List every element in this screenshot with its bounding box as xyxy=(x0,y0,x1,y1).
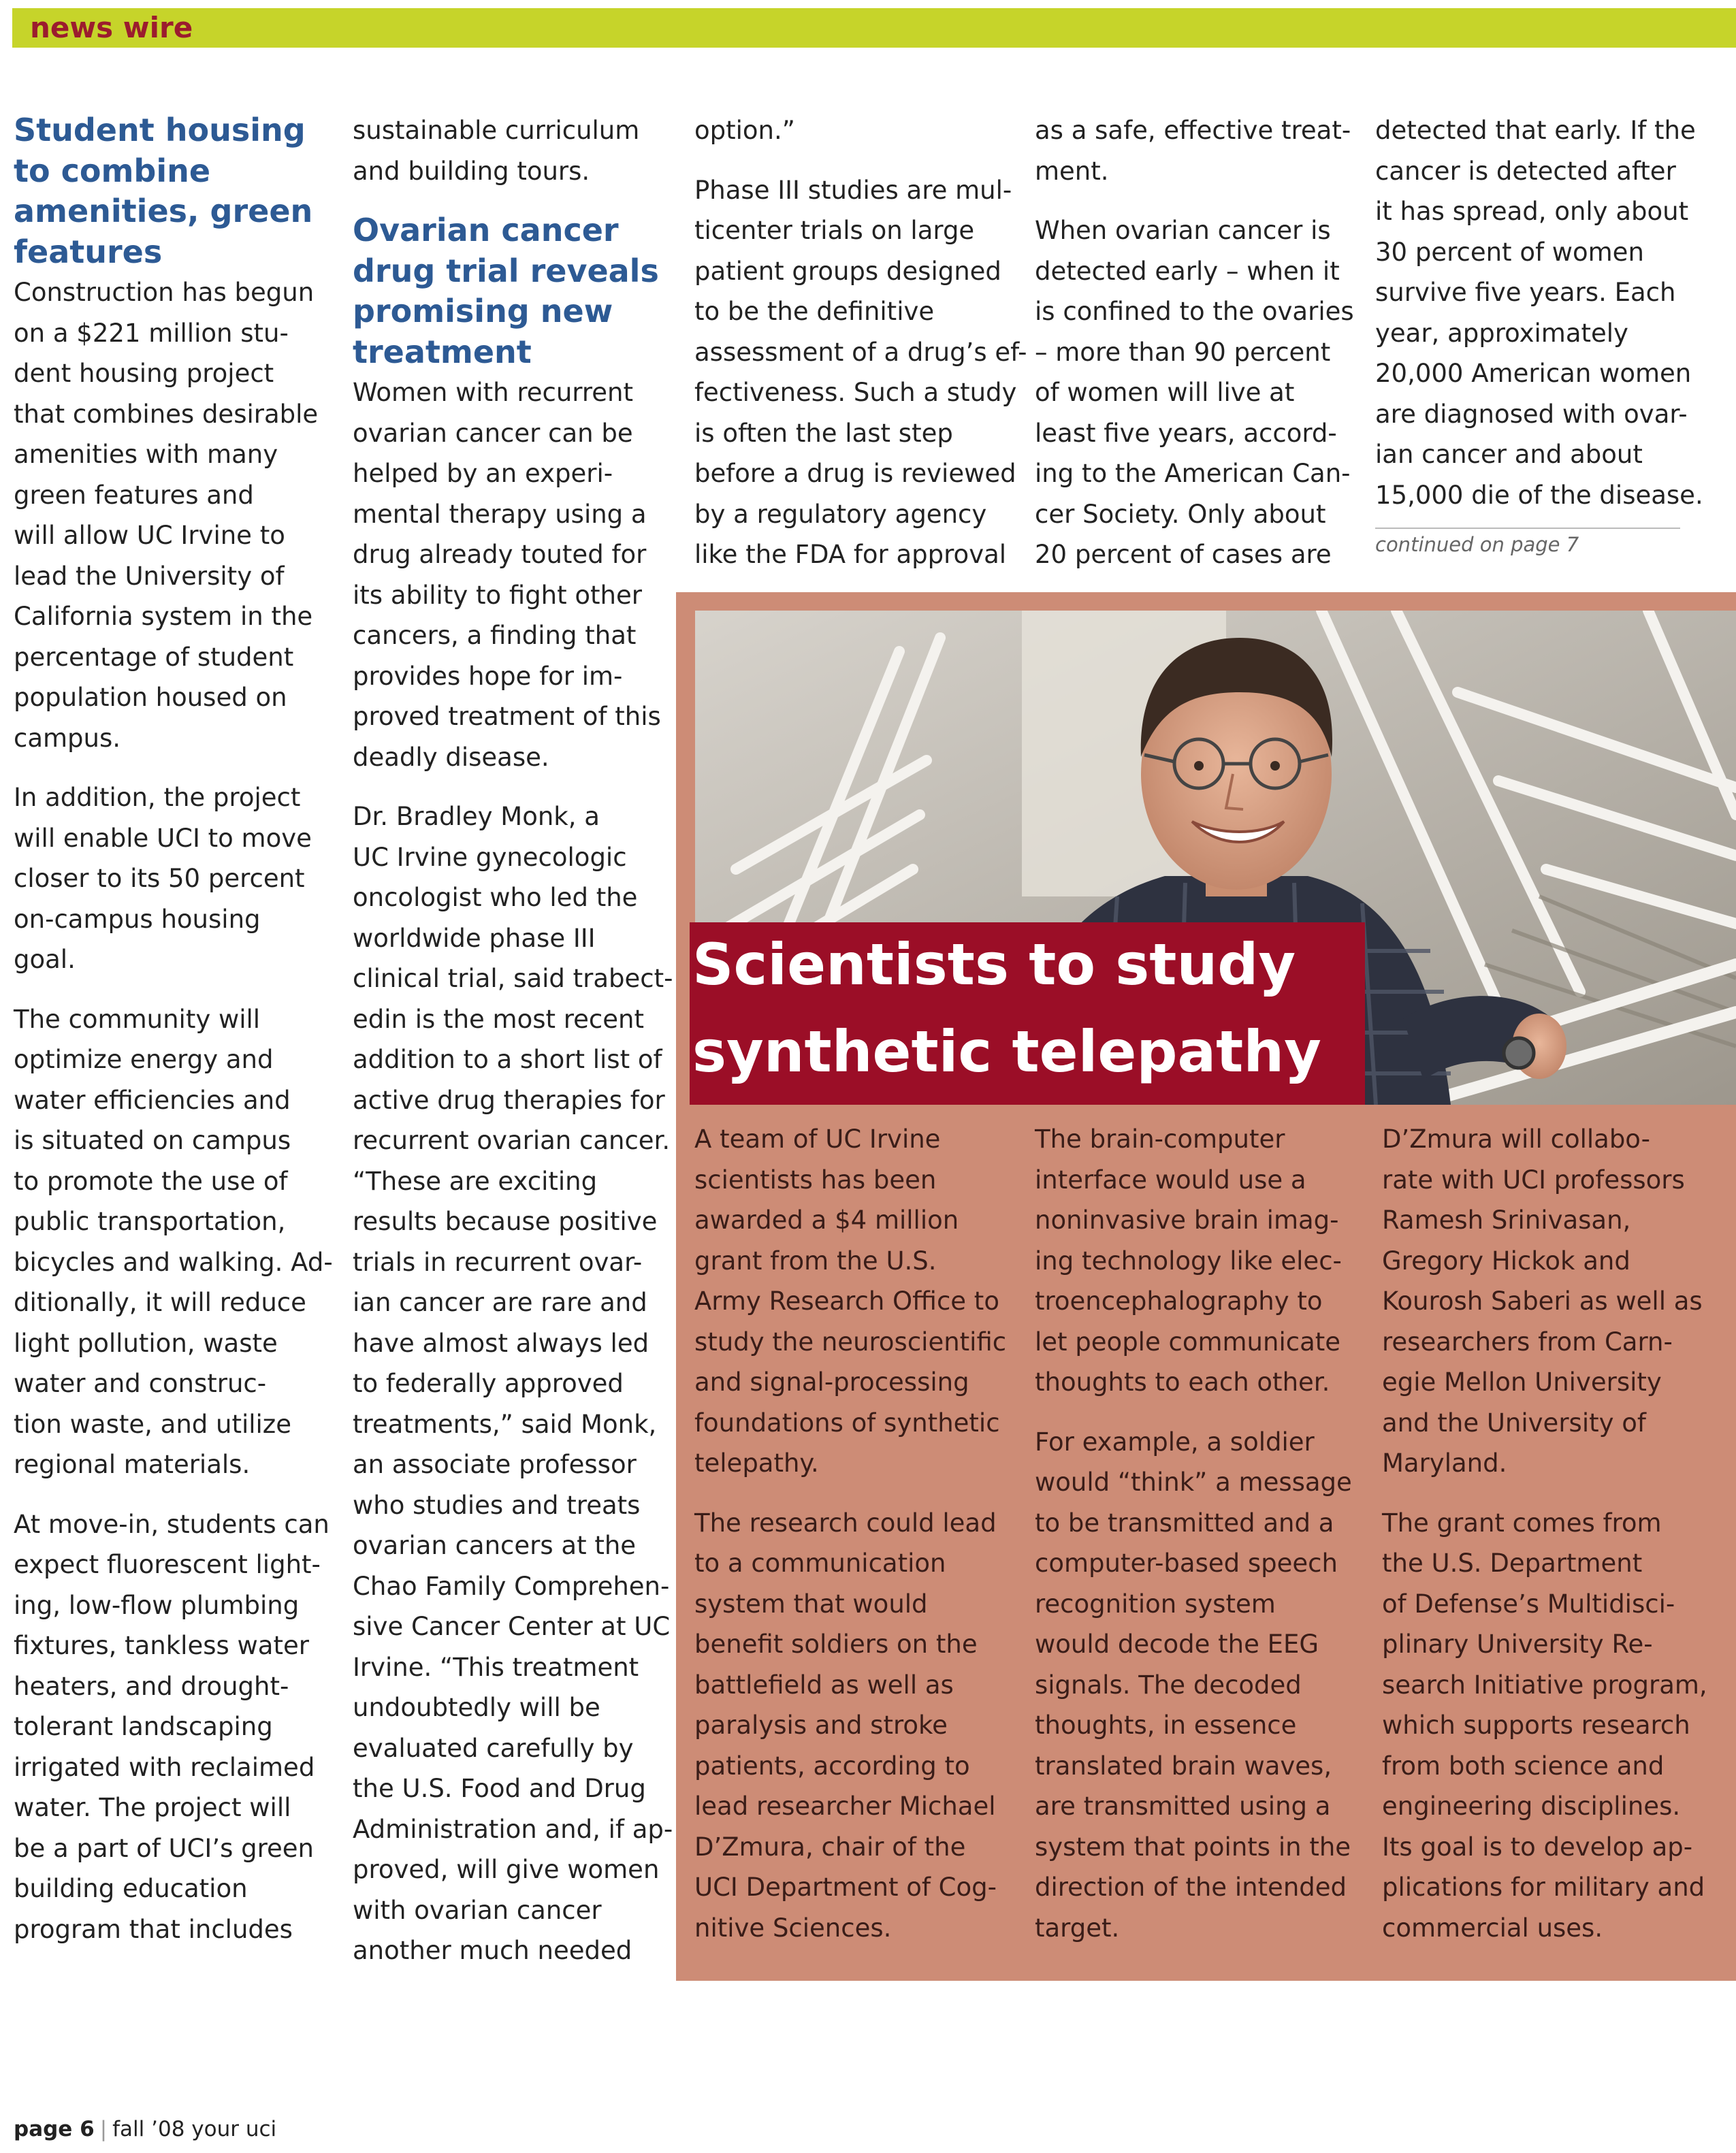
feature-headline-box xyxy=(690,922,1365,1105)
text-line: Phase III studies are mul- xyxy=(694,175,1012,205)
text-line: search Initiative program, xyxy=(1382,1670,1707,1700)
text-line: is situated on campus xyxy=(14,1126,291,1155)
text-line: For example, a soldier xyxy=(1035,1427,1315,1457)
section-label: news wire xyxy=(30,11,193,44)
text-line: fixtures, tankless water xyxy=(14,1631,309,1660)
text-line: from both science and xyxy=(1382,1751,1665,1781)
text-line: Construction has begun xyxy=(14,278,315,307)
text-line: have almost always led xyxy=(353,1328,649,1358)
text-line: evaluated carefully by xyxy=(353,1733,634,1763)
text-line: study the neuroscientific xyxy=(694,1327,1007,1357)
column-3 xyxy=(694,110,1027,594)
text-line: paralysis and stroke xyxy=(694,1711,948,1740)
continued-note: continued on page 7 xyxy=(1375,533,1579,556)
text-line: is confined to the ovaries xyxy=(1035,297,1354,326)
text-line: plications for military and xyxy=(1382,1873,1705,1902)
text-line: tion waste, and utilize xyxy=(14,1409,291,1439)
text-line: will enable UCI to move xyxy=(14,823,312,853)
text-line: thoughts, in essence xyxy=(1035,1711,1297,1740)
housing-headline xyxy=(14,110,333,272)
text-line: ovarian cancers at the xyxy=(353,1531,637,1560)
text-line: building education xyxy=(14,1874,248,1903)
text-line: with ovarian cancer xyxy=(353,1895,602,1925)
text-line: UCI Department of Cog- xyxy=(694,1873,997,1902)
text-line: 30 percent of women xyxy=(1375,237,1644,267)
feature-column-2 xyxy=(1035,1119,1352,1967)
text-line: would “think” a message xyxy=(1035,1468,1352,1497)
text-line: goal. xyxy=(14,945,76,974)
text-line: treatments,” said Monk, xyxy=(353,1409,657,1439)
text-line: another much needed xyxy=(353,1936,632,1965)
text-line: UC Irvine gynecologic xyxy=(353,842,627,872)
ovarian-para-1 xyxy=(353,372,673,777)
text-line: that combines desirable xyxy=(14,399,319,429)
text-line: target. xyxy=(1035,1913,1120,1943)
text-line: translated brain waves, xyxy=(1035,1751,1332,1781)
text-line: oncologist who led the xyxy=(353,883,638,912)
text-line: In addition, the project xyxy=(14,783,301,812)
text-line: scientists has been xyxy=(694,1165,937,1195)
footer-divider: | xyxy=(99,2117,108,2141)
text-line: water and construc- xyxy=(14,1369,267,1398)
feature-column-3 xyxy=(1382,1119,1707,1967)
text-line: to promote the use of xyxy=(14,1166,288,1196)
text-line: are transmitted using a xyxy=(1035,1792,1331,1821)
ovarian-para-2 xyxy=(353,796,673,1971)
text-line: provides hope for im- xyxy=(353,661,623,691)
text-line: engineering disciplines. xyxy=(1382,1792,1681,1821)
text-line: ditionally, it will reduce xyxy=(14,1288,306,1317)
text-line: water efficiencies and xyxy=(14,1085,291,1115)
text-line: on-campus housing xyxy=(14,904,261,934)
text-line: closer to its 50 percent xyxy=(14,864,305,893)
text-line: cancers, a finding that xyxy=(353,621,637,650)
text-line: sustainable curriculum xyxy=(353,116,640,145)
text-line: results because positive xyxy=(353,1207,658,1236)
text-line: is often the last step xyxy=(694,418,953,448)
column-4 xyxy=(1035,110,1354,594)
text-line: addition to a short list of xyxy=(353,1045,662,1074)
text-line: are diagnosed with ovar- xyxy=(1375,399,1688,429)
text-line: survive five years. Each xyxy=(1375,278,1676,307)
text-line: ian cancer and about xyxy=(1375,440,1643,469)
feature-para-3 xyxy=(1035,1119,1352,1403)
text-line: battlefield as well as xyxy=(694,1670,954,1700)
text-line: signals. The decoded xyxy=(1035,1670,1302,1700)
text-line: awarded a $4 million xyxy=(694,1205,959,1235)
text-line: ing, low-flow plumbing xyxy=(14,1590,300,1620)
text-line: program that includes xyxy=(14,1914,293,1944)
text-line: D’Zmura, chair of the xyxy=(694,1832,966,1862)
column-2 xyxy=(353,110,673,1990)
text-line: system that would xyxy=(694,1589,928,1619)
text-line: green features and xyxy=(14,480,254,510)
text-line: water. The project will xyxy=(14,1793,291,1822)
ovarian-para-5 xyxy=(1035,210,1354,575)
text-line: would decode the EEG xyxy=(1035,1630,1319,1659)
text-line: When ovarian cancer is xyxy=(1035,216,1331,245)
text-line: ovarian cancer can be xyxy=(353,418,633,448)
text-line: grant from the U.S. xyxy=(694,1246,937,1276)
text-line: undoubtedly will be xyxy=(353,1693,600,1722)
text-line: Irvine. “This treatment xyxy=(353,1652,639,1682)
text-line: light pollution, waste xyxy=(14,1328,278,1358)
text-line: Chao Family Comprehen- xyxy=(353,1571,670,1601)
text-line: Administration and, if ap- xyxy=(353,1814,673,1844)
feature-para-1 xyxy=(694,1119,1006,1484)
ovarian-para-4 xyxy=(694,170,1027,575)
text-line: The research could lead xyxy=(694,1508,997,1538)
text-line: treatment xyxy=(353,333,532,370)
feature-para-4 xyxy=(1035,1422,1352,1949)
text-line: recurrent ovarian cancer. xyxy=(353,1126,671,1155)
text-line: proved, will give women xyxy=(353,1855,660,1884)
text-line: by a regulatory agency xyxy=(694,499,987,529)
text-line: ian cancer are rare and xyxy=(353,1288,647,1317)
text-line: patients, according to xyxy=(694,1751,970,1781)
text-line: patient groups designed xyxy=(694,256,1001,286)
housing-para-1 xyxy=(14,272,333,758)
ovarian-headline xyxy=(353,210,673,372)
text-line: it has spread, only about xyxy=(1375,197,1689,226)
text-line: percentage of student xyxy=(14,642,294,672)
text-line: troencephalography to xyxy=(1035,1286,1323,1316)
feature-para-5 xyxy=(1382,1119,1707,1484)
text-line: drug trial reveals xyxy=(353,252,659,289)
housing-para-5 xyxy=(353,110,673,191)
text-line: population housed on xyxy=(14,683,287,712)
text-line: tolerant landscaping xyxy=(14,1712,273,1741)
text-line: telepathy. xyxy=(694,1448,819,1478)
page-footer xyxy=(14,2116,276,2143)
ovarian-para-4-cont xyxy=(1035,110,1354,191)
text-line: noninvasive brain imag- xyxy=(1035,1205,1339,1235)
text-line: clinical trial, said trabect- xyxy=(353,964,673,993)
text-line: will allow UC Irvine to xyxy=(14,521,285,550)
text-line: to be transmitted and a xyxy=(1035,1508,1334,1538)
text-line: to combine xyxy=(14,152,211,189)
text-line: to a communication xyxy=(694,1549,946,1578)
text-line: lead the University of xyxy=(14,561,285,591)
text-line: system that points in the xyxy=(1035,1832,1351,1862)
text-line: Kourosh Saberi as well as xyxy=(1382,1286,1703,1316)
text-line: which supports research xyxy=(1382,1711,1690,1740)
text-line: Dr. Bradley Monk, a xyxy=(353,802,600,831)
text-line: public transportation, xyxy=(14,1207,286,1236)
text-line: expect fluorescent light- xyxy=(14,1550,321,1579)
text-line: to be the definitive xyxy=(694,297,935,326)
text-line: Gregory Hickok and xyxy=(1382,1246,1630,1276)
text-line: and building tours. xyxy=(353,156,590,186)
text-line: promising new xyxy=(353,293,613,329)
text-line: to federally approved xyxy=(353,1369,624,1398)
text-line: active drug therapies for xyxy=(353,1085,665,1115)
text-line: 20,000 American women xyxy=(1375,359,1692,388)
text-line: assessment of a drug’s ef- xyxy=(694,337,1027,367)
text-line: commercial uses. xyxy=(1382,1913,1603,1943)
text-line: detected early – when it xyxy=(1035,256,1340,286)
text-line: D’Zmura will collabo- xyxy=(1382,1124,1650,1154)
text-line: trials in recurrent ovar- xyxy=(353,1247,643,1277)
text-line: Ramesh Srinivasan, xyxy=(1382,1205,1631,1235)
text-line: drug already touted for xyxy=(353,540,647,569)
text-line: irrigated with reclaimed xyxy=(14,1752,315,1782)
text-line: the U.S. Food and Drug xyxy=(353,1774,646,1803)
text-line: rate with UCI professors xyxy=(1382,1165,1685,1195)
text-line: egie Mellon University xyxy=(1382,1367,1662,1397)
text-line: dent housing project xyxy=(14,359,274,388)
text-line: ticenter trials on large xyxy=(694,216,975,245)
text-line: “These are exciting xyxy=(353,1166,598,1196)
text-line: features xyxy=(14,233,163,270)
issue-label: fall ’08 your uci xyxy=(112,2117,277,2141)
column-5 xyxy=(1375,110,1703,560)
text-line: benefit soldiers on the xyxy=(694,1630,978,1659)
text-line: recognition system xyxy=(1035,1589,1276,1619)
section-bar xyxy=(12,8,1736,48)
text-line: an associate professor xyxy=(353,1450,637,1479)
text-line: the U.S. Department xyxy=(1382,1549,1643,1578)
text-line: as a safe, effective treat- xyxy=(1035,116,1351,145)
text-line: campus. xyxy=(14,723,121,753)
text-line: worldwide phase III xyxy=(353,923,596,953)
text-line: – more than 90 percent xyxy=(1035,337,1331,367)
text-line: of Defense’s Multidisci- xyxy=(1382,1589,1675,1619)
text-line: 20 percent of cases are xyxy=(1035,540,1332,569)
text-line: heaters, and drought- xyxy=(14,1671,289,1701)
housing-para-4 xyxy=(14,1504,333,1950)
feature-headline-line-1: Scientists to study xyxy=(692,931,1296,998)
text-line: option.” xyxy=(694,116,795,145)
text-line: proved treatment of this xyxy=(353,702,661,731)
text-line: regional materials. xyxy=(14,1450,251,1479)
text-line: amenities with many xyxy=(14,440,278,469)
text-line: interface would use a xyxy=(1035,1165,1306,1195)
text-line: nitive Sciences. xyxy=(694,1913,892,1943)
text-line: who studies and treats xyxy=(353,1490,641,1520)
text-line: edin is the most recent xyxy=(353,1004,644,1034)
text-line: The community will xyxy=(14,1004,261,1034)
text-line: let people communicate xyxy=(1035,1327,1341,1357)
text-line: bicycles and walking. Ad- xyxy=(14,1247,333,1277)
text-line: of women will live at xyxy=(1035,378,1295,407)
text-line: deadly disease. xyxy=(353,742,549,772)
feature-para-6 xyxy=(1382,1503,1707,1949)
text-line: At move-in, students can xyxy=(14,1509,329,1539)
text-line: California system in the xyxy=(14,602,313,631)
column-1 xyxy=(14,110,333,1969)
text-line: helped by an experi- xyxy=(353,459,613,488)
text-line: its ability to fight other xyxy=(353,580,642,610)
text-line: Army Research Office to xyxy=(694,1286,999,1316)
ovarian-para-3 xyxy=(694,110,1027,151)
text-line: least five years, accord- xyxy=(1035,418,1337,448)
text-line: direction of the intended xyxy=(1035,1873,1347,1902)
text-line: like the FDA for approval xyxy=(694,540,1007,569)
housing-para-2 xyxy=(14,777,333,980)
text-line: Its goal is to develop ap- xyxy=(1382,1832,1693,1862)
text-line: ing to the American Can- xyxy=(1035,459,1351,488)
text-line: Student housing xyxy=(14,112,306,148)
text-line: foundations of synthetic xyxy=(694,1408,1000,1438)
text-line: 15,000 die of the disease. xyxy=(1375,480,1703,510)
feature-para-2 xyxy=(694,1503,1006,1949)
text-line: cancer is detected after xyxy=(1375,156,1676,186)
text-line: optimize energy and xyxy=(14,1045,274,1074)
text-line: Ovarian cancer xyxy=(353,212,619,248)
text-line: and the University of xyxy=(1382,1408,1646,1438)
text-line: researchers from Carn- xyxy=(1382,1327,1673,1357)
text-line: mental therapy using a xyxy=(353,499,647,529)
page-number: page 6 xyxy=(14,2117,95,2141)
housing-para-3 xyxy=(14,999,333,1485)
text-line: sive Cancer Center at UC xyxy=(353,1612,671,1641)
text-line: on a $221 million stu- xyxy=(14,318,289,348)
text-line: detected that early. If the xyxy=(1375,116,1696,145)
text-line: A team of UC Irvine xyxy=(694,1124,941,1154)
text-line: cer Society. Only about xyxy=(1035,499,1326,529)
text-line: The grant comes from xyxy=(1382,1508,1662,1538)
ovarian-para-5-cont xyxy=(1375,110,1703,515)
text-line: lead researcher Michael xyxy=(694,1792,996,1821)
text-line: plinary University Re- xyxy=(1382,1630,1653,1659)
text-line: ment. xyxy=(1035,156,1109,186)
text-line: The brain-computer xyxy=(1035,1124,1285,1154)
text-line: computer-based speech xyxy=(1035,1549,1338,1578)
text-line: fectiveness. Such a study xyxy=(694,378,1017,407)
feature-headline-line-2: synthetic telepathy xyxy=(692,1018,1321,1085)
text-line: before a drug is reviewed xyxy=(694,459,1016,488)
text-line: Women with recurrent xyxy=(353,378,633,407)
feature-column-1 xyxy=(694,1119,1006,1967)
text-line: and signal-processing xyxy=(694,1367,969,1397)
text-line: amenities, green xyxy=(14,193,313,229)
text-line: ing technology like elec- xyxy=(1035,1246,1342,1276)
text-line: Maryland. xyxy=(1382,1448,1507,1478)
text-line: be a part of UCI’s green xyxy=(14,1833,315,1863)
text-line: thoughts to each other. xyxy=(1035,1367,1330,1397)
text-line: year, approximately xyxy=(1375,318,1628,348)
